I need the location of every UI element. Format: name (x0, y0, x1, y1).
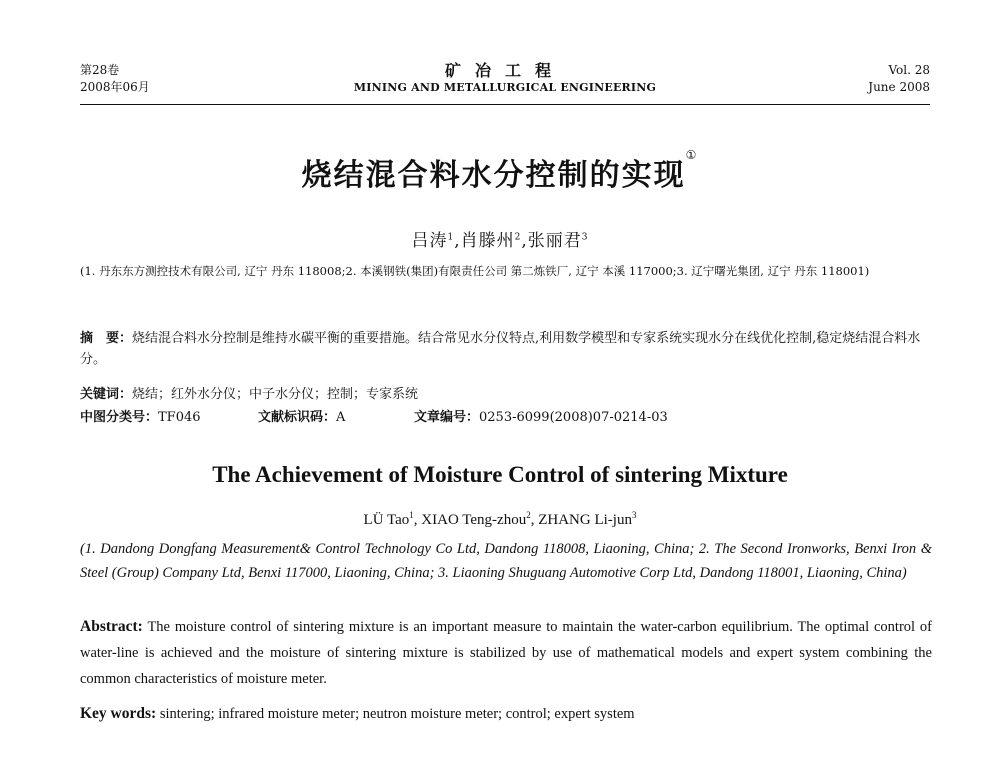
clc-value: TF046 (158, 410, 201, 425)
doc-code-value: A (336, 410, 346, 425)
article-no-value: 0253-6099(2008)07-0214-03 (479, 410, 668, 425)
header-center (80, 62, 930, 96)
abstract-cn-text: 烧结混合料水分控制是维持水碳平衡的重要措施。结合常见水分仪特点,利用数学模型和专家系统实现水分在线优化控制,稳定烧结混合料水分。 (80, 331, 921, 367)
keywords-cn-text: 烧结；红外水分仪；中子水分仪；控制；专家系统 (132, 387, 419, 402)
author-mark: 2 (514, 232, 522, 243)
author-cn: 肖滕州 (460, 231, 515, 251)
author-en: LÜ Tao (363, 512, 410, 528)
author-mark: 1 (447, 232, 455, 243)
abstract-en (80, 614, 932, 692)
volume-cn: 第28卷 (80, 63, 120, 77)
keywords-cn-label: 关键词： (80, 387, 133, 402)
title-en: The Achievement of Moisture Control of sintering Mixture (212, 462, 788, 487)
volume-en: Vol. 28 (888, 63, 930, 77)
header-right (868, 62, 930, 96)
keywords-en-text: sintering; infrared moisture meter; neutron moisture meter; control; expert system (159, 706, 635, 722)
authors-en: LÜ Tao$^1$, XIAO Teng-zhou$^2$, ZHANG Li-jun$^3$ (363, 510, 637, 528)
running-header (80, 62, 930, 102)
author-en: XIAO Teng-zhou (421, 512, 527, 528)
date-cn: 2008年06月 (80, 80, 150, 94)
affiliations-en: (1. Dandong Dongfang Measurement& Control Technology Co Ltd, Dandong 118008, Liaoning, China; 2. The Second Ironworks, Benxi Iron & Steel (Group) Company Ltd, Benxi 117000, Liaoning, China; 3. Liaoning Shuguang Automotive Corp Ltd, Dandong 118001, Liaoning, China) (80, 541, 932, 581)
title-cn (0, 150, 1000, 194)
journal-name-en: MINING AND METALLURGICAL ENGINEERING (353, 81, 657, 94)
keywords-en-label: Key words: (80, 705, 157, 722)
article-no-field (414, 408, 668, 428)
author-en: ZHANG Li-jun (538, 512, 632, 528)
abstract-en-text: The moisture control of sintering mixture is an important measure to maintain the water-carbon equilibrium. The optimal control of water-line is achieved and the moisture of sintering mixture is stabilized by use of mathematical models and expert system combining the common characteristics of moisture meter. (80, 619, 932, 687)
title-cn-text: 烧结混合料水分控制的实现 (301, 158, 686, 193)
date-en: June 2008 (868, 80, 930, 94)
keywords-cn (80, 385, 932, 405)
author-cn: 张丽君 (527, 231, 582, 251)
doc-code-field (258, 408, 345, 428)
article-no-label: 文章编号： (414, 410, 480, 425)
clc-label: 中图分类号： (80, 410, 159, 425)
abstract-cn (80, 328, 932, 370)
abstract-cn-label: 摘 要： (80, 331, 133, 346)
clc-field (80, 408, 201, 428)
author-cn: 吕涛 (411, 231, 448, 251)
author-mark: 1 (409, 510, 414, 520)
doc-code-label: 文献标识码： (258, 410, 337, 425)
journal-name-cn: 矿冶工程 (444, 61, 565, 80)
affiliations-cn: (1. 丹东东方测控技术有限公司, 辽宁 丹东 118008;2. 本溪钢铁(集团)有限责任公司 第二炼铁厂, 辽宁 本溪 117000;3. 辽宁曙光集团, 辽宁 丹东 118001) (80, 264, 870, 278)
abstract-en-label: Abstract: (80, 618, 143, 635)
author-mark: 3 (631, 510, 637, 520)
header-rule (80, 104, 930, 105)
keywords-en (80, 703, 932, 725)
title-footnote-mark: ① (685, 148, 699, 162)
authors-cn: 吕涛$^1$,肖滕州$^2$,张丽君$^3$ (411, 231, 589, 251)
author-mark: 3 (581, 232, 589, 243)
author-mark: 2 (526, 510, 531, 520)
